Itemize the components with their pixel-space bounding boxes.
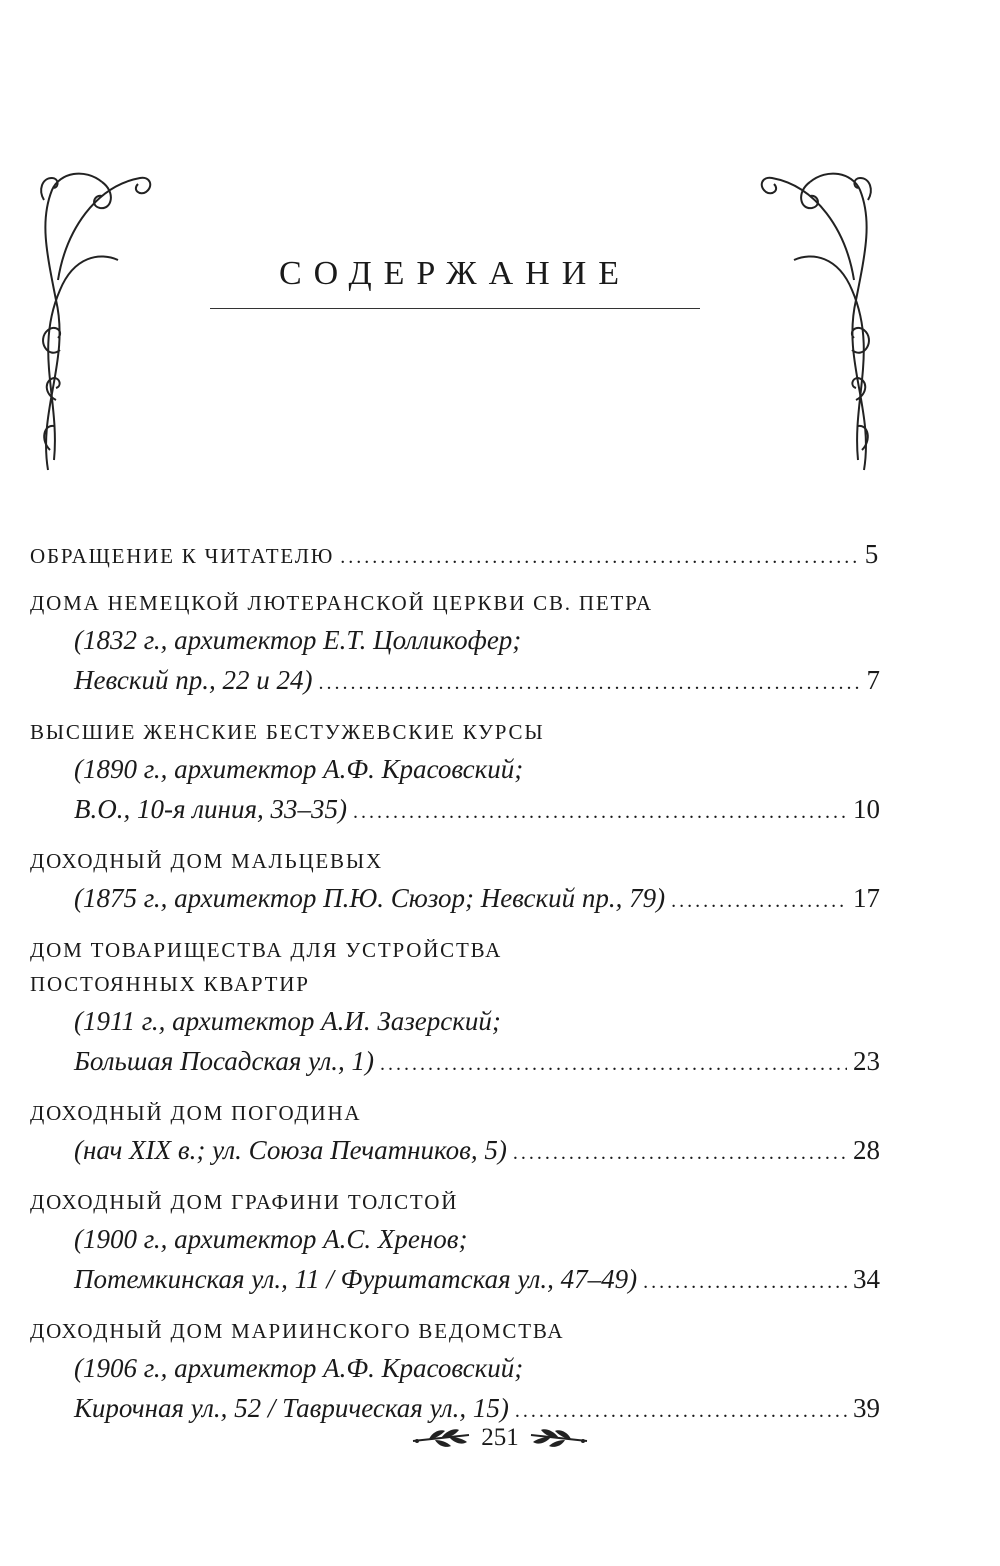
toc-page-number: 23 — [853, 1046, 880, 1076]
toc-entry-heading: ДОХОДНЫЙ ДОМ МАРИИНСКОГО ВЕДОМСТВА — [30, 1319, 565, 1343]
toc-entry-details — [30, 1259, 880, 1302]
corner-flourish-left-icon — [30, 160, 160, 480]
toc-page-number: 10 — [853, 794, 880, 824]
dot-leader — [380, 1044, 847, 1084]
dot-leader — [318, 663, 860, 703]
page-number: 251 — [481, 1424, 519, 1451]
toc-entry-details: (1911 г., архитектор А.И. Зазерский; — [74, 1006, 501, 1036]
toc-entry — [30, 1096, 880, 1173]
corner-flourish-right-icon — [752, 160, 882, 480]
toc-entry-text: ОБРАЩЕНИЕ К ЧИТАТЕЛЮ — [30, 544, 335, 568]
toc-page-number: 17 — [853, 883, 880, 913]
toc-entry-heading: ВЫСШИЕ ЖЕНСКИЕ БЕСТУЖЕВСКИЕ КУРСЫ — [30, 720, 545, 744]
leaf-sprig-right-icon — [529, 1427, 589, 1449]
toc-entry-details — [30, 1130, 880, 1173]
toc-page-number: 28 — [853, 1135, 880, 1165]
page-footer — [0, 1424, 1000, 1452]
page-title: СОДЕРЖАНИЕ — [278, 255, 632, 292]
dot-leader — [643, 1262, 847, 1302]
toc-entry — [30, 1185, 880, 1302]
toc-entry-text: Потемкинская ул., 11 / Фурштатская ул., 47–49) — [74, 1264, 638, 1294]
toc-entry — [30, 586, 880, 703]
toc-entry-details: (1900 г., архитектор А.С. Хренов; — [74, 1224, 468, 1254]
toc-entry-heading: ДОХОДНЫЙ ДОМ ПОГОДИНА — [30, 1101, 362, 1125]
toc-entry-details — [30, 660, 880, 703]
toc-entry-details — [30, 789, 880, 832]
toc-page-number: 39 — [853, 1393, 880, 1423]
toc-entry-details: (1906 г., архитектор А.Ф. Красовский; — [74, 1353, 524, 1383]
dot-leader — [353, 792, 847, 832]
title-rule — [210, 308, 700, 309]
toc-entry-heading: ДОХОДНЫЙ ДОМ ГРАФИНИ ТОЛСТОЙ — [30, 1190, 459, 1214]
toc-entry-text: Большая Посадская ул., 1) — [74, 1046, 374, 1076]
toc-entry-details: (1832 г., архитектор Е.Т. Цолликофер; — [74, 625, 522, 655]
toc-entry-heading: ДОМ ТОВАРИЩЕСТВА ДЛЯ УСТРОЙСТВА — [30, 938, 503, 962]
toc-entry — [30, 1314, 880, 1431]
toc-entry-heading: ПОСТОЯННЫХ КВАРТИР — [30, 972, 310, 996]
toc-page-number: 5 — [864, 539, 880, 569]
dot-leader — [340, 540, 859, 574]
toc-entry-heading: ДОМА НЕМЕЦКОЙ ЛЮТЕРАНСКОЙ ЦЕРКВИ СВ. ПЕТРА — [30, 591, 653, 615]
toc-entry-details — [30, 1041, 880, 1084]
toc-entry-text: В.О., 10-я линия, 33–35) — [74, 794, 347, 824]
toc-entry — [30, 933, 880, 1084]
dot-leader — [513, 1133, 847, 1173]
toc-page-number: 7 — [866, 665, 880, 695]
toc-entry-heading — [30, 537, 880, 574]
toc-entry-heading: ДОХОДНЫЙ ДОМ МАЛЬЦЕВЫХ — [30, 849, 383, 873]
toc-entry-text: (1875 г., архитектор П.Ю. Сюзор; Невский пр., 79) — [74, 883, 666, 913]
leaf-sprig-left-icon — [411, 1427, 471, 1449]
toc-entry — [30, 715, 880, 832]
toc-entry — [30, 844, 880, 921]
table-of-contents — [30, 537, 880, 1443]
toc-entry-text: Кирочная ул., 52 / Таврическая ул., 15) — [74, 1393, 509, 1423]
toc-entry-text: (нач XIX в.; ул. Союза Печатников, 5) — [74, 1135, 507, 1165]
toc-entry-details — [30, 878, 880, 921]
dot-leader — [671, 881, 847, 921]
toc-entry-text: Невский пр., 22 и 24) — [74, 665, 313, 695]
toc-page-number: 34 — [853, 1264, 880, 1294]
toc-entry-details: (1890 г., архитектор А.Ф. Красовский; — [74, 754, 524, 784]
toc-entry — [30, 537, 880, 574]
